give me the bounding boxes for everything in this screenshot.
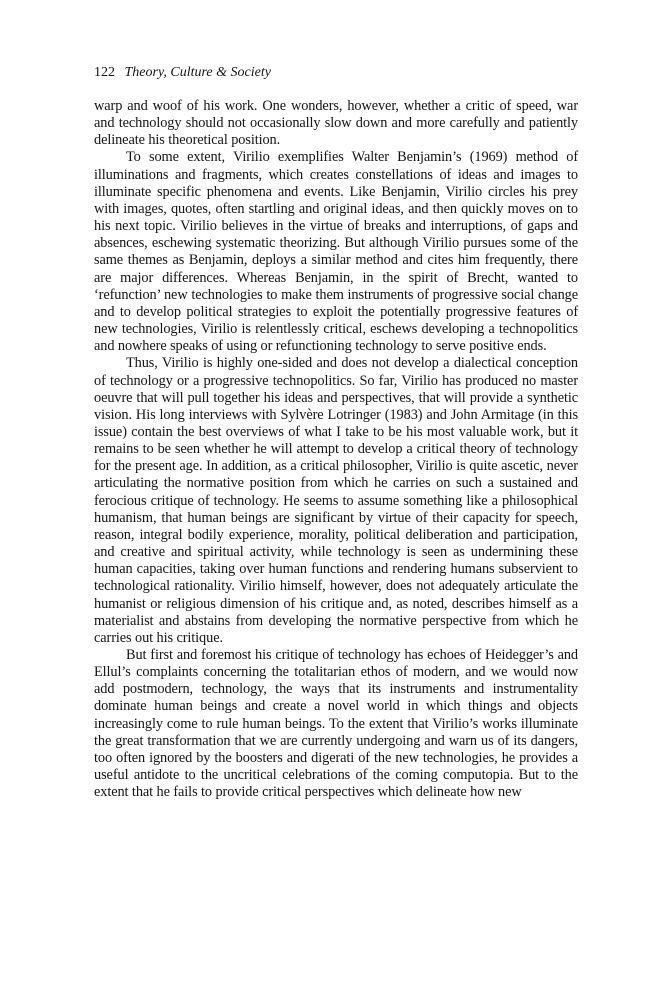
document-page [94, 62, 578, 801]
paragraph-continued: warp and woof of his work. One wonders, however, whether a critic of speed, war and technology should not occasionally slow down and more carefully and patiently delineate his theoretical position. [94, 98, 578, 149]
journal-title: Theory, Culture & Society [124, 65, 271, 80]
page-number: 122 [94, 65, 115, 80]
paragraph-one-sided: Thus, Virilio is highly one-sided and does not develop a dialectical conception of technology or a progressive technopolitics. So far, Virilio has produced no master oeuvre that will pull together his ideas and perspectives, that will provide a synthetic vision. His long interviews with Sylvère Lotringer (1983) and John Armitage (in this issue) contain the best overviews of what I take to be his most valuable work, but it remains to be seen whether he will attempt to develop a critical theory of technology for the present age. In addition, as a critical philosopher, Virilio is quite ascetic, never articulating the normative position from which he carries on such a sustained and ferocious critique of technology. He seems to assume something like a philosophical humanism, that human beings are significant by virtue of their capacity for speech, reason, integral bodily experience, morality, political deliberation and participation, and creative and spiritual activity, while technology is seen as undermining these human capacities, taking over human functions and rendering humans subservient to technological rationality. Virilio himself, however, does not adequately articulate the humanist or religious dimension of his critique and, as noted, describes himself as a materialist and abstains from developing the normative perspective from which he carries out his critique. [94, 355, 578, 646]
running-head [94, 62, 578, 84]
body-text [94, 98, 578, 801]
paragraph-benjamin: To some extent, Virilio exemplifies Walter Benjamin’s (1969) method of illuminations and fragments, which creates constellations of ideas and images to illuminate specific phenomena and events. Like Benjamin, Virilio circles his prey with images, quotes, often startling and original ideas, and then quickly moves on to his next topic. Virilio believes in the virtue of breaks and interruptions, of gaps and absences, eschewing systematic theorizing. But although Virilio pursues some of the same themes as Benjamin, deploys a similar method and cites him frequently, there are major differences. Whereas Benjamin, in the spirit of Brecht, wanted to ‘refunction’ new technologies to make them instruments of progressive social change and to develop political strategies to exploit the potentially progressive features of new technologies, Virilio is relentlessly critical, eschews developing a technopolitics and nowhere speaks of using or refunctioning technology to serve positive ends. [94, 149, 578, 355]
paragraph-critique-of-technology: But first and foremost his critique of technology has echoes of Heidegger’s and Ellul’s complaints concerning the totalitarian ethos of modern, and we would now add postmodern, technology, the ways that its instruments and instrumentality dominate human beings and create a novel world in which things and objects increasingly come to rule human beings. To the extent that Virilio’s works illuminate the great transformation that we are currently undergoing and warn us of its dangers, too often ignored by the boosters and digerati of the new technologies, he provides a useful antidote to the uncritical celebrations of the coming computopia. But to the extent that he fails to provide critical perspectives which delineate how new [94, 647, 578, 801]
